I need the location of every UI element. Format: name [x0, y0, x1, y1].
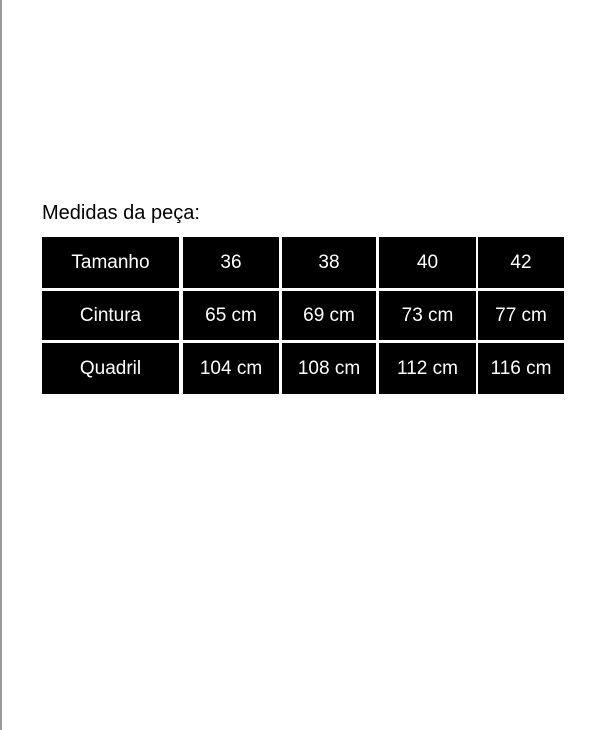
table-cell: 77 cm	[478, 291, 564, 340]
table-cell: 73 cm	[379, 291, 476, 340]
row-label-quadril: Quadril	[42, 343, 179, 394]
row-label-cintura: Cintura	[42, 291, 179, 340]
table-cell: 112 cm	[379, 343, 476, 394]
table-header-label: Tamanho	[42, 237, 179, 288]
measurements-heading: Medidas da peça:	[42, 202, 200, 224]
size-header-40: 40	[379, 237, 476, 288]
size-table	[42, 237, 564, 394]
page-left-border	[0, 0, 2, 730]
table-cell: 104 cm	[183, 343, 279, 394]
table-cell: 69 cm	[282, 291, 376, 340]
table-cell: 65 cm	[183, 291, 279, 340]
size-header-38: 38	[282, 237, 376, 288]
table-cell: 108 cm	[282, 343, 376, 394]
size-header-42: 42	[478, 237, 564, 288]
table-cell: 116 cm	[478, 343, 564, 394]
size-header-36: 36	[183, 237, 279, 288]
